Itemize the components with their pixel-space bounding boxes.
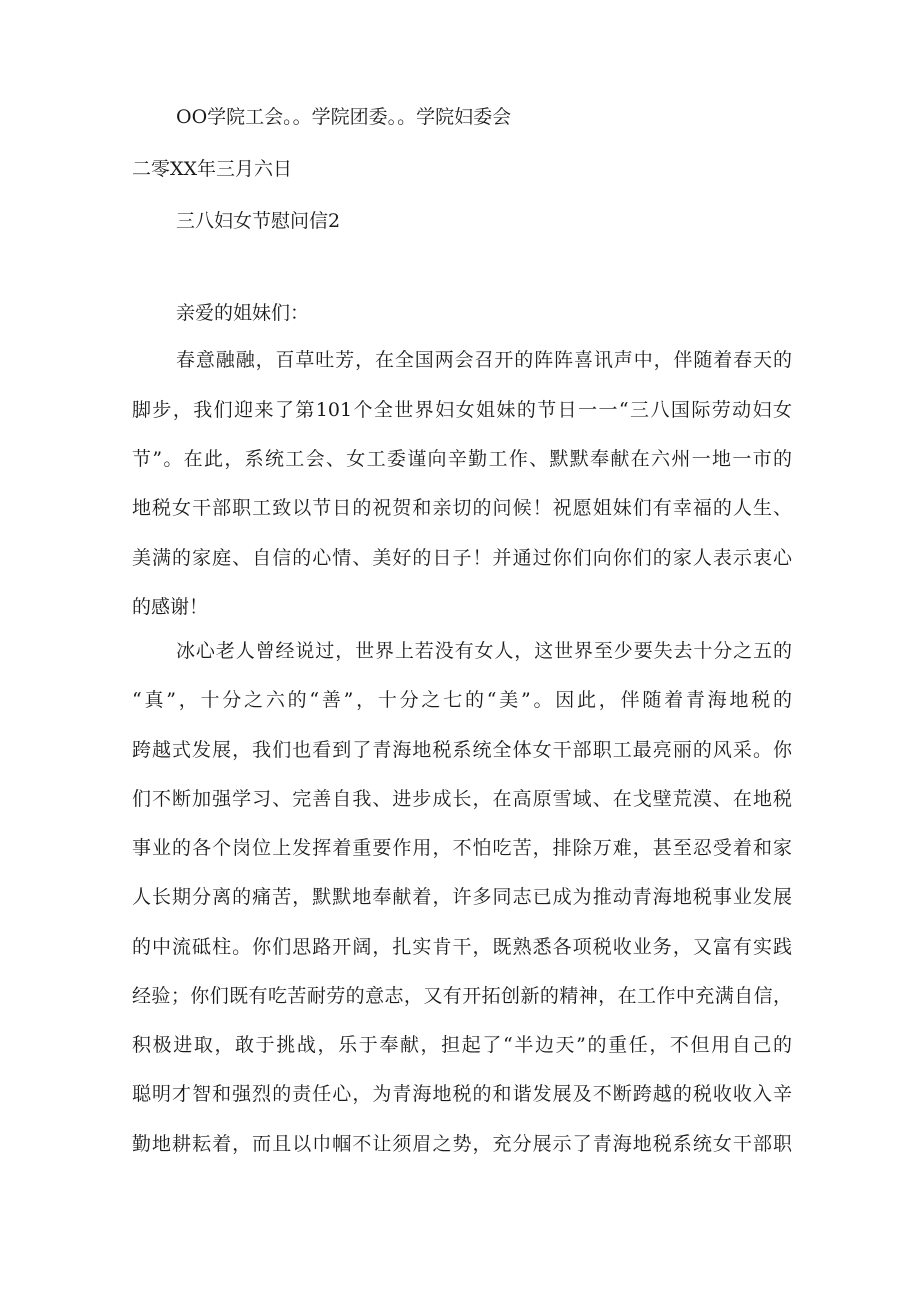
signatories-line: OO学院工会。。学院团委。。学院妇委会 bbox=[176, 106, 512, 128]
body-line: 聪明才智和强烈的责任心，为青海地税的和谐发展及不断跨越的税收收入辛 bbox=[132, 1083, 792, 1105]
body-line: 的中流砥柱。你们思路开阔，扎实肯干，既熟悉各项税收业务，又富有实践 bbox=[132, 936, 792, 958]
body-line: 经验；你们既有吃苦耐劳的意志，又有开拓创新的精神，在工作中充满自信， bbox=[132, 985, 792, 1007]
date-line: 二零XX年三月六日 bbox=[132, 158, 293, 180]
letter-title: 三八妇女节慰问信2 bbox=[176, 210, 341, 232]
body-line: 跨越式发展，我们也看到了青海地税系统全体女干部职工最亮丽的风采。你 bbox=[132, 739, 792, 761]
body-line: 们不断加强学习、完善自我、进步成长，在高原雪域、在戈壁荒漠、在地税 bbox=[132, 788, 792, 810]
body-line: 事业的各个岗位上发挥着重要作用，不怕吃苦，排除万难，甚至忍受着和家 bbox=[132, 837, 792, 859]
body-line: 春意融融，百草吐芳，在全国两会召开的阵阵喜讯声中，伴随着春天的 bbox=[176, 349, 792, 371]
body-line: 脚步，我们迎来了第101个全世界妇女姐妹的节日一一“三八国际劳动妇女 bbox=[132, 399, 792, 421]
body-line: 节”。在此，系统工会、女工委谨向辛勤工作、默默奉献在六州一地一市的 bbox=[132, 448, 792, 470]
body-line: “真”，十分之六的“善”，十分之七的“美”。因此，伴随着青海地税的 bbox=[132, 689, 792, 711]
body-line: 冰心老人曾经说过，世界上若没有女人，这世界至少要失去十分之五的 bbox=[176, 640, 792, 662]
body-line: 地税女干部职工致以节日的祝贺和亲切的问候！祝愿姐妹们有幸福的人生、 bbox=[132, 497, 792, 519]
body-line: 勤地耕耘着，而且以巾帼不让须眉之势，充分展示了青海地税系统女干部职 bbox=[132, 1133, 792, 1155]
body-line: 人长期分离的痛苦，默默地奉献着，许多同志已成为推动青海地税事业发展 bbox=[132, 886, 792, 908]
body-line: 积极进取，敢于挑战，乐于奉献，担起了“半边天”的重任，不但用自己的 bbox=[132, 1034, 792, 1056]
body-line: 美满的家庭、自信的心情、美好的日子！并通过你们向你们的家人表示衷心 bbox=[132, 547, 792, 569]
salutation: 亲爱的姐妹们： bbox=[176, 302, 310, 324]
body-line: 的感谢！ bbox=[132, 596, 209, 618]
